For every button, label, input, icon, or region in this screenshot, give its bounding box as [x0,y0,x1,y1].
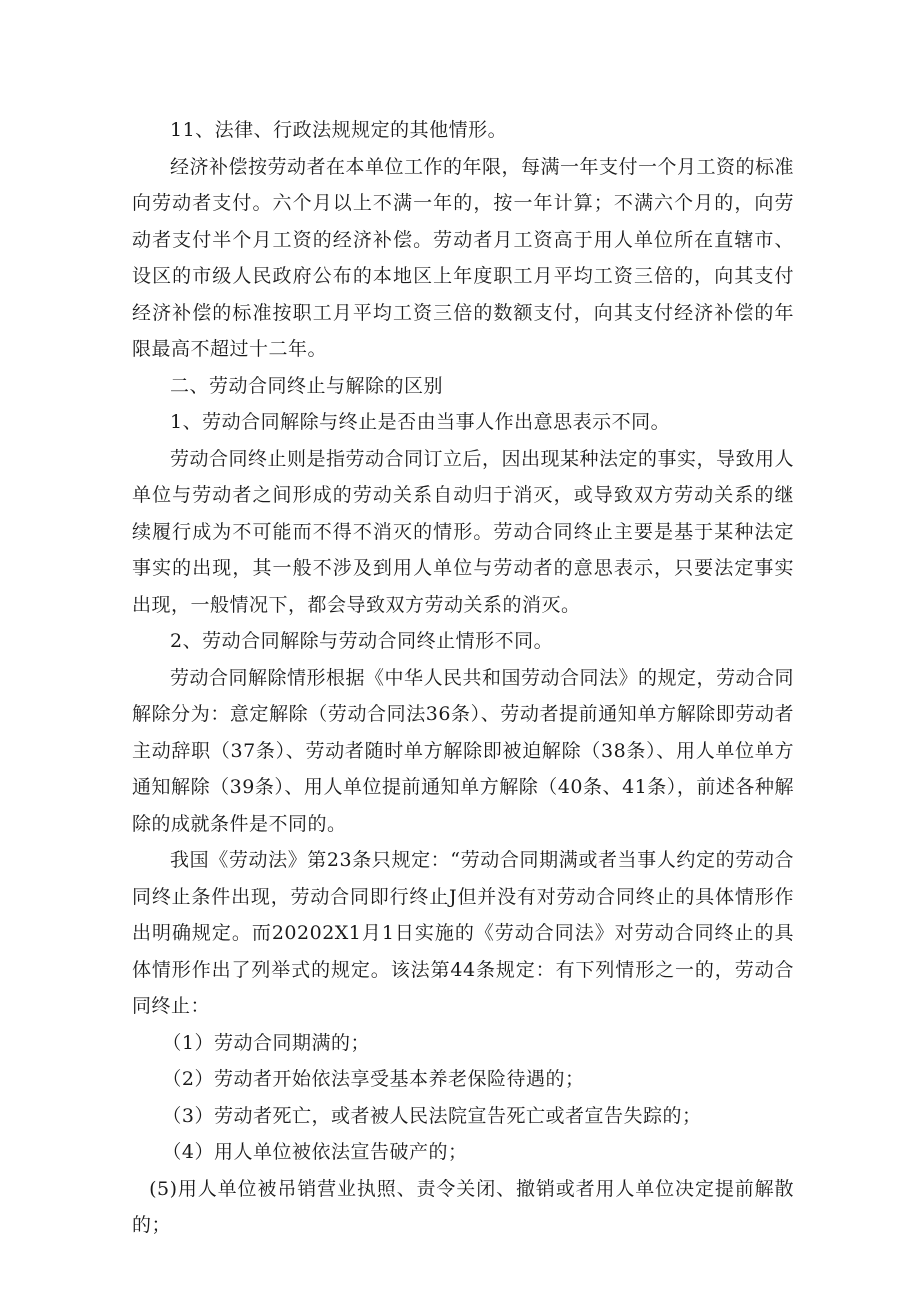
paragraph-dissolution-cases: 劳动合同解除情形根据《中华人民共和国劳动合同法》的规定，劳动合同解除分为：意定解除（劳动合同法36条）、劳动者提前通知单方解除即劳动者主动辞职（37条）、劳动者随时单方解除即被迫解除（38条）、用人单位单方通知解除（39条）、用人单位提前通知单方解除（40条、41条），前述各种解除的成就条件是不同的。 [132,666,795,835]
document-body [132,112,794,1244]
list-item-4: （4）用人单位被依法宣告破产的； [162,1141,468,1163]
list-item-3: （3）劳动者死亡，或者被人民法院宣告死亡或者宣告失踪的； [162,1104,702,1127]
list-item-5: (5)用人单位被吊销营业执照、责令关闭、撤销或者用人单位决定提前解散的； [132,1177,794,1236]
subheading-two: 2、劳动合同解除与劳动合同终止情形不同。 [170,630,554,652]
paragraph-item-11: 11、法律、行政法规规定的其他情形。 [170,119,508,141]
paragraph-labor-law-article: 我国《劳动法》第23条只规定：“劳动合同期满或者当事人约定的劳动合同终止条件出现，劳动合同即行终止J但并没有对劳动合同终止的具体情形作出明确规定。而20202X1月1日实施的《劳动合同法》对劳动合同终止的具体情形作出了列举式的规定。该法第44条规定：有下列情形之一的，劳动合同终止： [132,849,794,1017]
list-item-1: （1）劳动合同期满的； [162,1031,370,1054]
list-item-2: （2）劳动者开始依法享受基本养老保险待遇的； [162,1068,585,1090]
paragraph-termination-definition: 劳动合同终止则是指劳动合同订立后，因出现某种法定的事实，导致用人单位与劳动者之间形成的劳动关系自动归于消灭，或导致双方劳动关系的继续履行成为不可能而不得不消灭的情形。劳动合同终止主要是基于某种法定事实的出现，其一般不涉及到用人单位与劳动者的意思表示，只要法定事实出现，一般情况下，都会导致双方劳动关系的消灭。 [132,447,795,616]
subheading-one: 1、劳动合同解除与终止是否由当事人作出意思表示不同。 [170,411,671,433]
paragraph-economic-compensation: 经济补偿按劳动者在本单位工作的年限，每满一年支付一个月工资的标准向劳动者支付。六个月以上不满一年的，按一年计算；不满六个月的，向劳动者支付半个月工资的经济补偿。劳动者月工资高于用人单位所在直辖市、设区的市级人民政府公布的本地区上年度职工月平均工资三倍的，向其支付经济补偿的标准按职工月平均工资三倍的数额支付，向其支付经济补偿的年限最高不超过十二年。 [132,155,795,360]
section-heading-two: 二、劳动合同终止与解除的区别 [170,374,444,397]
